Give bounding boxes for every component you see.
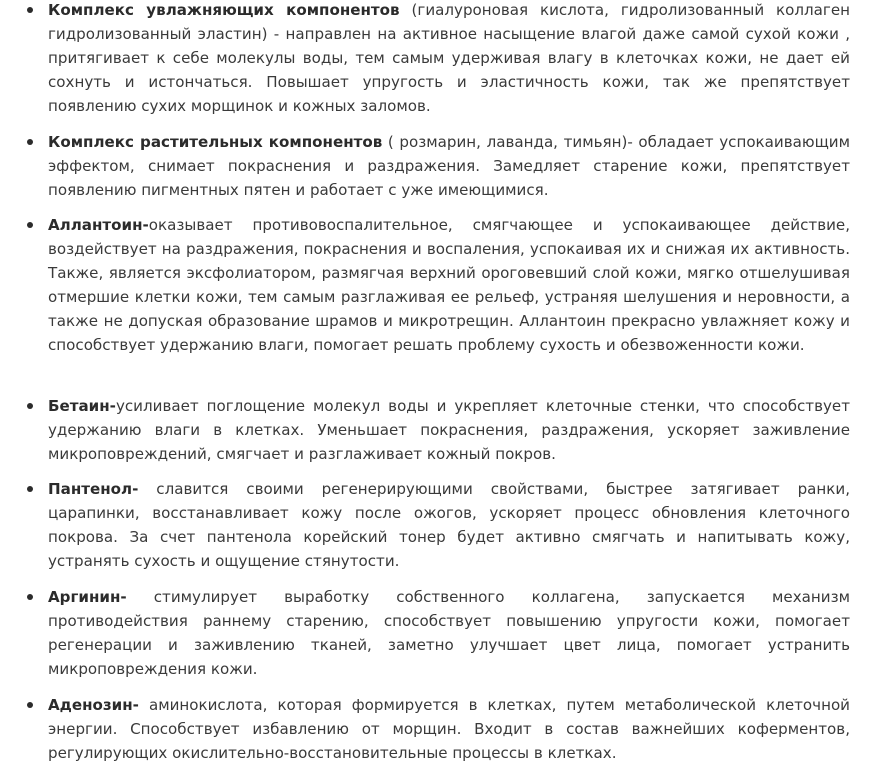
bullet-icon	[27, 486, 33, 492]
ingredient-description: славится своими регенерирующими свойствами, быстрее затягивает ранки, царапинки, восстанавливает кожу после ожогов, ускоряет процесс обновления клеточного покрова. За счет пантенола корейский тонер будет активно смягчать и напитывать кожу, устранять сухость и ощущение стянутости.	[48, 480, 850, 570]
ingredient-term: Комплекс растительных компонентов	[48, 133, 383, 151]
bullet-icon	[27, 222, 33, 228]
bullet-icon	[27, 403, 33, 409]
list-item-arginine	[48, 585, 850, 681]
ingredient-term: Комплекс увлажняющих компонентов	[48, 1, 400, 19]
list-item-plant-complex	[48, 130, 850, 202]
list-item-adenosine	[48, 693, 850, 765]
list-item-panthenol	[48, 477, 850, 573]
ingredient-description: оказывает противовоспалительное, смягчающее и успокаивающее действие, воздействует на раздражения, покраснения и воспаления, успокаивая их и снижая их активность. Также, является эксфолиатором, размягчая верхний ороговевший слой кожи, мягко отшелушивая отмершие клетки кожи, тем самым разглаживая ее рельеф, устраняя шелушения и неровности, а также не допуская образование шрамов и микротрещин. Аллантоин прекрасно увлажняет кожу и способствует удержанию влаги, помогает решать проблему сухость и обезвоженности кожи.	[48, 216, 850, 354]
ingredient-description: аминокислота, которая формируется в клетках, путем метаболической клеточной энергии. Способствует избавлению от морщин. Входит в состав важнейших коферментов, регулирующих окислительно-восстановительные процессы в клетках.	[48, 696, 850, 762]
ingredient-description: (гиалуроновая кислота, гидролизованный коллаген гидролизованный эластин) - направлен на активное насыщение влагой даже самой сухой кожи , притягивает к себе молекулы воды, тем самым удерживая влагу в клеточках кожи, не дает ей сохнуть и истончаться. Повышает упругость и эластичность кожи, так же препятствует появлению сухих морщинок и кожных заломов.	[48, 1, 850, 115]
bullet-icon	[27, 7, 33, 13]
ingredient-description: стимулирует выработку собственного коллагена, запускается механизм противодействия раннему старению, способствует повышению упругости кожи, помогает регенерации и заживлению тканей, заметно улучшает цвет лица, помогает устранить микроповреждения кожи.	[48, 588, 850, 678]
ingredient-term: Аргинин-	[48, 588, 127, 606]
list-item-allantoin	[48, 213, 850, 357]
bullet-icon	[27, 139, 33, 145]
ingredient-term: Аллантоин-	[48, 216, 149, 234]
bullet-icon	[27, 594, 33, 600]
ingredient-description: ( розмарин, лаванда, тимьян)- обладает успокаивающим эффектом, снимает покраснения и раздражения. Замедляет старение кожи, препятствует появлению пигментных пятен и работает с уже имеющимися.	[48, 133, 851, 199]
list-item-betaine	[48, 394, 850, 466]
ingredient-term: Аденозин-	[48, 696, 139, 714]
bullet-icon	[27, 702, 33, 708]
list-item-moisturizing-complex	[48, 0, 850, 118]
ingredient-term: Пантенол-	[48, 480, 139, 498]
ingredient-term: Бетаин-	[48, 397, 116, 415]
ingredient-description: усиливает поглощение молекул воды и укрепляет клеточные стенки, что способствует удержанию влаги в клетках. Уменьшает покраснения, раздражения, ускоряет заживление микроповреждений, смягчает и разглаживает кожный покров.	[48, 397, 850, 463]
